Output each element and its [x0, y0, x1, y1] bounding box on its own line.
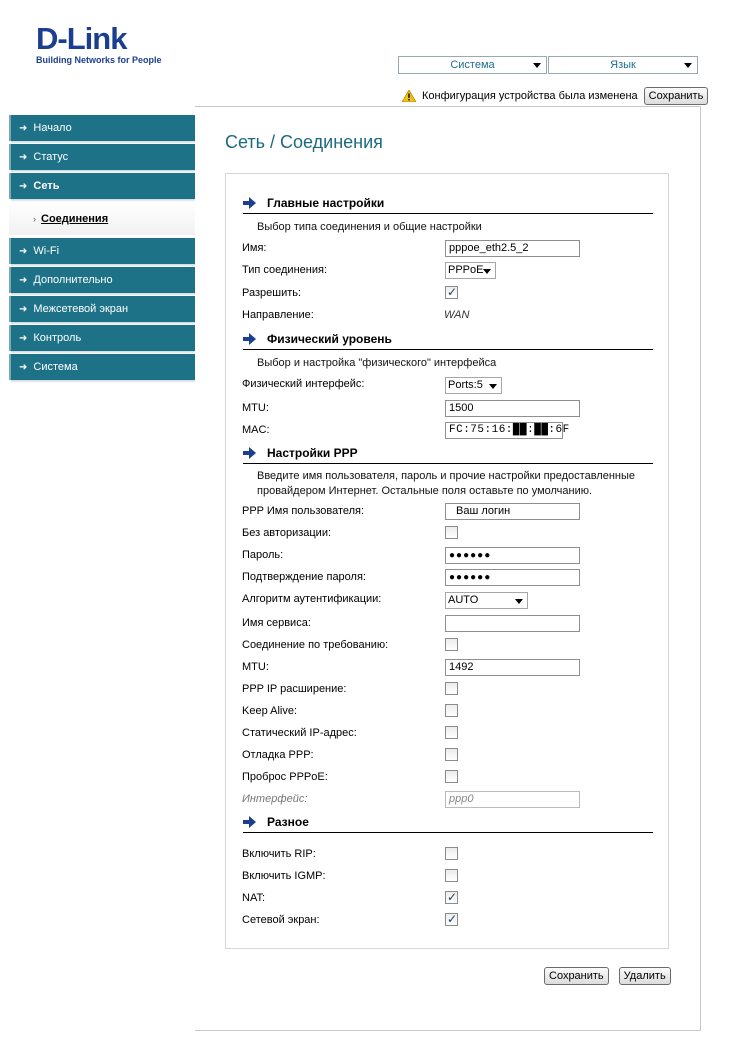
nat-label: NAT: [242, 892, 266, 904]
static-ip-checkbox[interactable] [445, 726, 458, 739]
ppp-debug-checkbox[interactable] [445, 748, 458, 761]
mac-input[interactable]: FC:75:16:██:██:6F [445, 422, 563, 439]
chevron-down-icon [489, 384, 497, 389]
firewall-label: Сетевой экран: [242, 914, 320, 926]
arrow-right-icon: ➜ [19, 274, 28, 286]
direction-value: WAN [444, 309, 470, 321]
pppoe-passthrough-checkbox[interactable] [445, 770, 458, 783]
system-menu-label: Система [450, 59, 495, 71]
connection-form [225, 173, 669, 949]
mtu-label: MTU: [242, 402, 269, 414]
igmp-checkbox[interactable] [445, 869, 458, 882]
password-input[interactable]: ●●●●●● [445, 547, 580, 564]
enable-checkbox[interactable] [445, 286, 458, 299]
interface-label: Интерфейс: [242, 793, 308, 805]
notice-save-button[interactable]: Сохранить [644, 87, 709, 105]
password-label: Пароль: [242, 549, 284, 561]
arrow-right-icon: ➜ [19, 245, 28, 257]
sidebar-item-advanced[interactable]: ➜ Дополнительно [9, 267, 195, 293]
ppp-ip-extension-label: PPP IP расширение: [242, 683, 347, 695]
rip-checkbox[interactable] [445, 847, 458, 860]
igmp-label: Включить IGMP: [242, 870, 326, 882]
service-name-label: Имя сервиса: [242, 617, 311, 629]
form-actions [544, 967, 671, 985]
password-confirm-label: Подтверждение пароля: [242, 571, 366, 583]
rip-label: Включить RIP: [242, 848, 316, 860]
arrow-right-icon: ➜ [19, 122, 28, 134]
pppoe-passthrough-label: Проброс PPPoE: [242, 771, 328, 783]
section-description: Выбор и настройка "физического" интерфейса [257, 357, 497, 369]
arrow-right-icon: ➜ [19, 303, 28, 315]
ppp-debug-label: Отладка PPP: [242, 749, 314, 761]
delete-button[interactable]: Удалить [619, 967, 671, 985]
arrow-right-icon: ➜ [19, 361, 28, 373]
ppp-mtu-label: MTU: [242, 661, 269, 673]
ppp-ip-extension-checkbox[interactable] [445, 682, 458, 695]
mac-label: MAC: [242, 424, 270, 436]
section-divider [243, 463, 653, 464]
logo-text: D-Link [36, 21, 127, 56]
sidebar-item-network[interactable]: ➜ Сеть [9, 173, 195, 199]
sidebar-item-status[interactable]: ➜ Статус [9, 144, 195, 170]
section-divider [243, 349, 653, 350]
ppp-username-input[interactable]: Ваш логин [445, 503, 580, 520]
arrow-right-icon: ➜ [19, 151, 28, 163]
password-confirm-input[interactable]: ●●●●●● [445, 569, 580, 586]
logo-tagline: Building Networks for People [36, 55, 162, 65]
physical-interface-select[interactable]: Ports:5 [445, 377, 502, 394]
section-divider [243, 832, 653, 833]
arrow-right-icon: ➜ [19, 180, 28, 192]
nat-checkbox[interactable] [445, 891, 458, 904]
chevron-down-icon [533, 63, 541, 68]
section-arrow-icon [243, 197, 257, 209]
section-misc: Разное [243, 815, 309, 829]
section-main-settings: Главные настройки [243, 196, 384, 210]
chevron-down-icon [684, 63, 692, 68]
direction-label: Направление: [242, 309, 314, 321]
main-panel [195, 106, 701, 1031]
keep-alive-checkbox[interactable] [445, 704, 458, 717]
sidebar-item-home[interactable]: ➜ Начало [9, 115, 195, 141]
name-label: Имя: [242, 242, 267, 254]
on-demand-checkbox[interactable] [445, 638, 458, 651]
section-physical: Физический уровень [243, 332, 392, 346]
chevron-down-icon [515, 599, 523, 604]
page-title: Сеть / Соединения [225, 132, 383, 152]
section-divider [243, 213, 653, 214]
notice-text: Конфигурация устройства была изменена [422, 90, 638, 102]
arrow-right-icon: ➜ [19, 332, 28, 344]
language-label: Язык [610, 59, 636, 71]
connection-type-select[interactable]: PPPoE [445, 262, 496, 279]
section-arrow-icon [243, 447, 257, 459]
firewall-checkbox[interactable] [445, 913, 458, 926]
system-menu-select[interactable] [398, 56, 547, 74]
section-ppp: Настройки PPP [243, 446, 358, 460]
language-select[interactable] [548, 56, 698, 74]
sidebar-item-control[interactable]: ➜ Контроль [9, 325, 195, 351]
section-description: Введите имя пользователя, пароль и прочие настройки предоставленные провайдером Интернет. Остальные поля оставьте по умолчанию. [257, 470, 635, 497]
section-description: Выбор типа соединения и общие настройки [257, 221, 482, 233]
sidebar-item-firewall[interactable]: ➜ Межсетевой экран [9, 296, 195, 322]
connection-type-label: Тип соединения: [242, 264, 327, 276]
enable-label: Разрешить: [242, 287, 302, 299]
service-name-input[interactable] [445, 615, 580, 632]
sidebar-subitem-connections[interactable]: › Соединения [9, 202, 195, 235]
name-input[interactable]: pppoe_eth2.5_2 [445, 240, 580, 257]
mtu-input[interactable]: 1500 [445, 400, 580, 417]
sidebar-item-wifi[interactable]: ➜ Wi-Fi [9, 238, 195, 264]
no-auth-label: Без авторизации: [242, 527, 332, 539]
no-auth-checkbox[interactable] [445, 526, 458, 539]
keep-alive-label: Keep Alive: [242, 705, 298, 717]
interface-input: ppp0 [445, 791, 580, 808]
section-arrow-icon [243, 816, 257, 828]
bullet-icon: › [33, 213, 36, 224]
auth-algorithm-label: Алгоритм аутентификации: [242, 593, 382, 605]
config-changed-notice [402, 87, 708, 105]
auth-algorithm-select[interactable]: AUTO [445, 592, 528, 609]
ppp-username-label: PPP Имя пользователя: [242, 505, 365, 517]
ppp-mtu-input[interactable]: 1492 [445, 659, 580, 676]
sidebar [9, 115, 195, 383]
chevron-down-icon [483, 269, 491, 274]
section-arrow-icon [243, 333, 257, 345]
sidebar-item-system[interactable]: ➜ Система [9, 354, 195, 380]
dlink-logo [36, 21, 162, 65]
warning-icon [402, 90, 416, 102]
physical-interface-label: Физический интерфейс: [242, 378, 365, 390]
save-button[interactable]: Сохранить [544, 967, 609, 985]
static-ip-label: Статический IP-адрес: [242, 727, 357, 739]
on-demand-label: Соединение по требованию: [242, 639, 389, 651]
